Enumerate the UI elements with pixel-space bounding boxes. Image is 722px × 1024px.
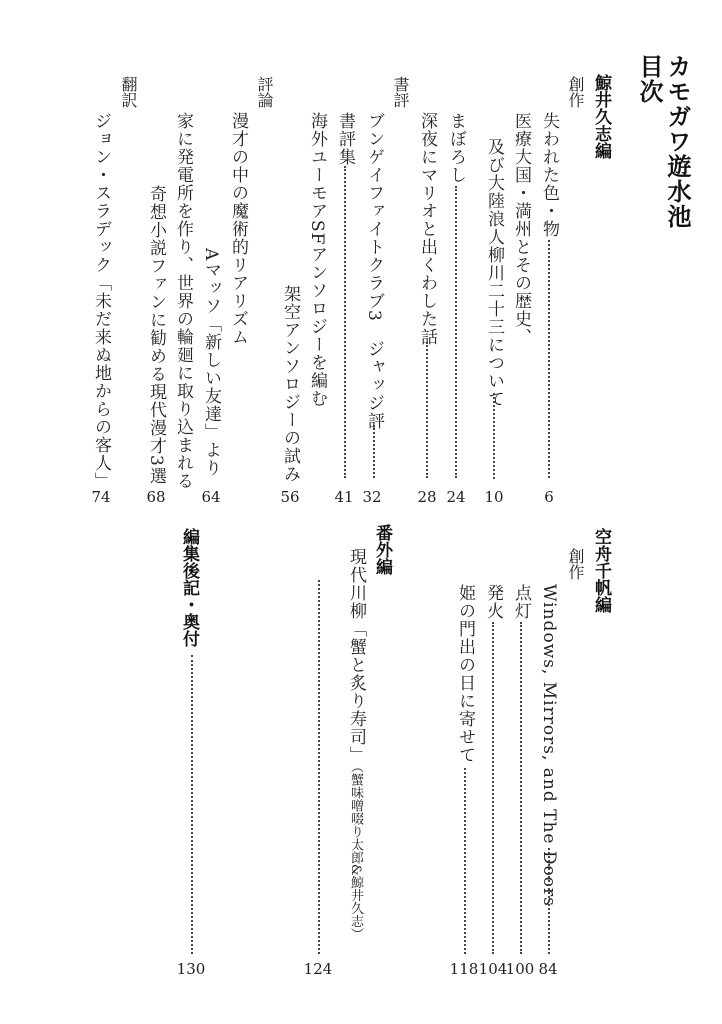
- toc-entry-subtitle[interactable]: 架空アンソロジーの試み: [280, 285, 300, 483]
- leader-dots: [455, 186, 457, 478]
- section-extra: 番外編: [372, 524, 392, 575]
- leader-dots: [191, 655, 193, 954]
- toc-entry-credit: （蟹味噌啜り太郎&鯨井久志）: [348, 760, 363, 941]
- leader-dots: [373, 425, 375, 478]
- category-review: 書評: [391, 76, 410, 108]
- toc-entry-page: 56: [280, 488, 300, 506]
- toc-entry-title[interactable]: 漫才の中の魔術的リアリズム: [228, 112, 248, 346]
- section-author-utsurobune: 空舟千帆編: [591, 528, 611, 613]
- magazine-title: カモガワ遊水池: [663, 54, 691, 229]
- toc-entry-title[interactable]: 発火: [483, 584, 503, 620]
- category-creation: 創作: [566, 548, 585, 580]
- toc-heading: 目次: [635, 54, 663, 104]
- leader-dots: [548, 848, 550, 954]
- toc-entry-page: 130: [176, 960, 206, 978]
- toc-entry-title[interactable]: 姫の門出の日に寄せて: [455, 584, 475, 764]
- toc-entry-title[interactable]: 海外ユーモアSFアンソロジーを編む: [307, 112, 327, 408]
- leader-dots: [493, 393, 495, 479]
- toc-entry-page: 24: [446, 488, 466, 506]
- toc-entry-page: 118: [449, 960, 479, 978]
- toc-entry-title[interactable]: ジョン・スラデック「未だ来ぬ地からの客人」: [91, 112, 111, 490]
- toc-entry-subtitle[interactable]: Aマッソ「新しい友達」より: [201, 248, 221, 478]
- toc-entry-subtitle[interactable]: 奇想小説ファンに勧める現代漫才3選: [146, 185, 166, 485]
- toc-entry-page: 124: [303, 960, 333, 978]
- toc-entry-title[interactable]: 家に発電所を作り、世界の輪廻に取り込まれる: [173, 112, 193, 490]
- toc-entry-page: 104: [478, 960, 508, 978]
- toc-entry-title[interactable]: Windows, Mirrors, and The Doors: [539, 584, 559, 907]
- section-author-kujirai: 鯨井久志編: [591, 74, 611, 159]
- toc-entry-title[interactable]: 点灯: [511, 584, 531, 620]
- toc-entry-title[interactable]: まぼろし: [446, 112, 466, 184]
- toc-entry-title[interactable]: ブンゲイファイトクラブ3 ジャッジ評: [364, 112, 384, 430]
- toc-entry-title[interactable]: 書評集: [335, 112, 355, 166]
- toc-entry-page: 6: [544, 488, 554, 506]
- leader-dots: [492, 622, 494, 954]
- category-critique: 評論: [255, 76, 274, 108]
- toc-entry-title[interactable]: 失われた色・物: [539, 112, 559, 238]
- toc-entry-page: 74: [91, 488, 111, 506]
- toc-entry-page: 100: [505, 960, 535, 978]
- toc-entry-page: 41: [334, 488, 354, 506]
- leader-dots: [426, 342, 428, 478]
- toc-entry-page: 68: [146, 488, 166, 506]
- toc-entry-page: 64: [201, 488, 221, 506]
- toc-entry-subtitle[interactable]: 及び大陸浪人柳川二十三について: [484, 138, 504, 408]
- leader-dots: [520, 622, 522, 954]
- section-afterword[interactable]: 編集後記・奥付: [179, 528, 199, 647]
- toc-entry-page: 28: [417, 488, 437, 506]
- toc-entry-title[interactable]: 医療大国・満州とその歴史、: [511, 112, 531, 346]
- toc-entry-title[interactable]: 深夜にマリオと出くわした話: [417, 112, 437, 346]
- leader-dots: [464, 768, 466, 954]
- toc-entry-page: 32: [362, 488, 382, 506]
- leader-dots: [548, 240, 550, 478]
- toc-entry-title[interactable]: 現代川柳「蟹と炙り寿司」: [346, 548, 366, 764]
- leader-dots: [344, 166, 346, 478]
- toc-entry-page: 84: [538, 960, 558, 978]
- category-translation: 翻訳: [119, 76, 138, 108]
- category-creation: 創作: [566, 76, 585, 108]
- toc-entry-page: 10: [484, 488, 504, 506]
- leader-dots: [318, 580, 320, 954]
